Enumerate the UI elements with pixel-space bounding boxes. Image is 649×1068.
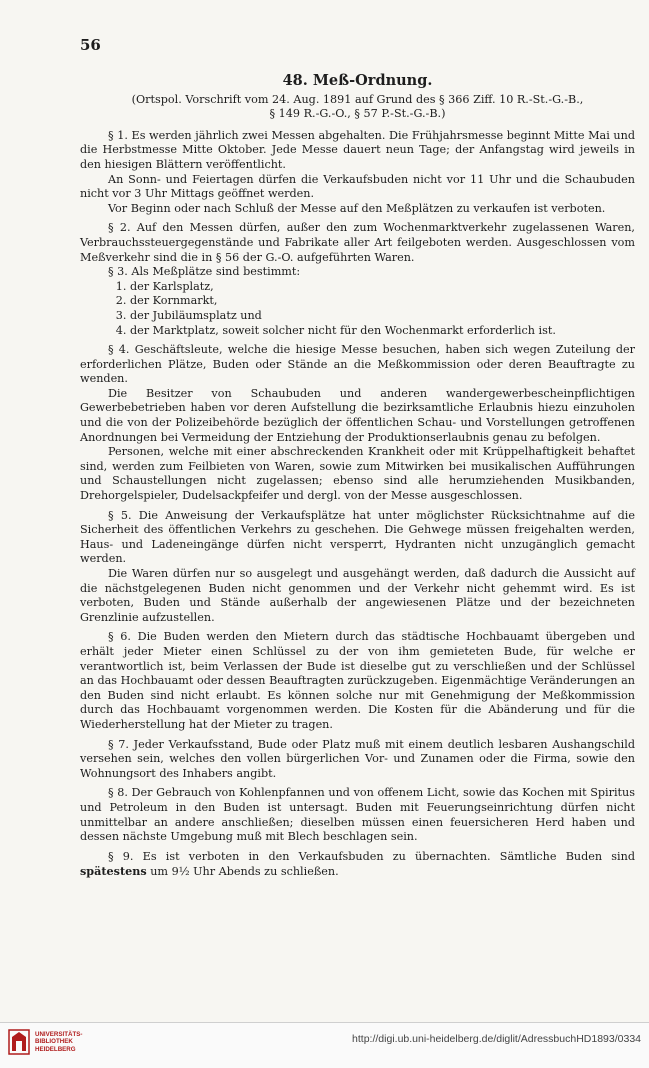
- subtitle-line-2: § 149 R.-G.-O., § 57 P.-St.-G.-B.): [269, 107, 446, 121]
- paragraph-6: § 6. Die Buden werden den Mietern durch das städtische Hochbauamt übergeben und erhält jeder Mieter einen Schlüssel zu der von ihm gemieteten Bude, für welche er verantwortlich ist, beim Verlassen der Bude ist dieselbe gut zu verschließen und der Schlüssel an das Hochbauamt oder dessen Beauftragten zurückzugeben. Eigenmächtige Veränderungen an den Buden sind nicht erlaubt. Es können solche nur mit Genehmigung der Meßkommission durch das Hochbauamt vorgenommen werden. Die Kosten für die Abänderung und für die Wiederherstellung hat der Mieter zu tragen.: [80, 630, 635, 731]
- paragraph-9: [80, 850, 635, 880]
- library-seal-icon: [8, 1029, 30, 1055]
- paragraph-9-text: § 9. Es ist verboten in den Verkaufsbuden zu übernachten. Sämtliche Buden sind: [108, 849, 635, 863]
- paragraph-4: § 4. Geschäftsleute, welche die hiesige Messe besuchen, haben sich wegen Zuteilung der erforderlichen Plätze, Buden oder Stände an die Meßkommission oder deren Beauftragte zu wenden.: [80, 343, 635, 386]
- paragraph-4c: Personen, welche mit einer abschreckenden Krankheit oder mit Krüppelhaftigkeit behaftet sind, werden zum Feilbieten von Waren, sowie zum Mitwirken bei musikalischen Aufführungen und Schaustellungen nicht zugelassen; ebenso sind alle herumziehenden Musikbanden, Drehorgelspieler, Dudelsackpfeifer und dergl. von der Messe ausgeschlossen.: [80, 445, 635, 503]
- paragraph-1: § 1. Es werden jährlich zwei Messen abgehalten. Die Frühjahrsmesse beginnt Mitte Mai und die Herbstmesse Mitte Oktober. Jede Messe dauert neun Tage; der Anfangstag wird jeweils in den hiesigen Blättern veröffentlicht.: [80, 128, 635, 171]
- footer-bar: [0, 1022, 649, 1068]
- paragraph-7: § 7. Jeder Verkaufsstand, Bude oder Platz muß mit einem deutlich lesbaren Aushangschild versehen sein, welches den vollen bürgerlichen Vor- und Zunamen oder die Firma, sowie den Wohnungsort des Inhabers angibt.: [80, 737, 635, 780]
- logo-line-2: BIBLIOTHEK: [35, 1038, 73, 1046]
- page-number: 56: [80, 36, 101, 54]
- list-item: 2. der Kornmarkt,: [130, 294, 635, 309]
- library-logo[interactable]: [8, 1029, 82, 1055]
- paragraph-5: § 5. Die Anweisung der Verkaufsplätze hat unter möglichster Rücksichtnahme auf die Sicherheit des öffentlichen Verkehrs zu geschehen. Die Gehwege müssen freigehalten werden, Haus- und Ladeneingänge dürfen nicht versperrt, Hydranten nicht unzugänglich gemacht werden.: [80, 508, 635, 566]
- list-item: 4. der Marktplatz, soweit solcher nicht für den Wochenmarkt erforderlich ist.: [130, 324, 635, 339]
- paragraph-8: § 8. Der Gebrauch von Kohlenpfannen und von offenem Licht, sowie das Kochen mit Spiritus und Petroleum in den Buden ist untersagt. Buden mit Feuerungseinrichtung dürfen nicht unmittelbar an andere anschließen; dieselben müssen einen feuersicheren Herd haben und dessen nächste Umgebung muß mit Blech beschlagen sein.: [80, 786, 635, 844]
- paragraph-4b: Die Besitzer von Schaubuden und anderen wandergewerbescheinpflichtigen Gewerbebetrieben haben vor deren Aufstellung die bezirksamtliche Erlaubnis hiezu einzuholen und die von der Polizeibehörde bezüglich der öffentlichen Schau- und Vorstellungen getroffenen Anordnungen bei Vermeidung der Entziehung der Produktionserlaubnis genau zu befolgen.: [80, 386, 635, 444]
- paragraph-2: § 2. Auf den Messen dürfen, außer den zum Wochenmarktverkehr zugelassenen Waren, Verbrauchssteuergegenstände und Fabrikate aller Art feilgeboten werden. Ausgeschlossen vom Meßverkehr sind die in § 56 der G.-O. aufgeführten Waren.: [80, 221, 635, 264]
- meßplätze-list: [80, 280, 635, 338]
- document-title: 48. Meß-Ordnung.: [282, 72, 433, 89]
- paragraph-5b: Die Waren dürfen nur so ausgelegt und ausgehängt werden, daß dadurch die Aussicht auf die nächstgelegenen Buden nicht genommen und der Verkehr nicht gehemmt wird. Es ist verboten, Buden und Stände außerhalb der angewiesenen Plätze und der bezeichneten Grenzlinie aufzustellen.: [80, 567, 635, 624]
- paragraph-3: § 3. Als Meßplätze sind bestimmt:: [108, 265, 301, 279]
- paragraph-9-emphasis: spätestens: [80, 864, 147, 879]
- paragraph-1b: An Sonn- und Feiertagen dürfen die Verkaufsbuden nicht vor 11 Uhr und die Schaubuden nicht vor 3 Uhr Mittags geöffnet werden.: [80, 172, 635, 201]
- paragraph-1c: Vor Beginn oder nach Schluß der Messe auf den Meßplätzen zu verkaufen ist verboten.: [108, 201, 606, 215]
- paragraph-9-end: um 9½ Uhr Abends zu schließen.: [146, 865, 339, 879]
- list-item: 3. der Jubiläumsplatz und: [130, 309, 635, 324]
- logo-line-3: HEIDELBERG: [35, 1045, 76, 1053]
- document-subtitle: [80, 93, 635, 122]
- library-name: [35, 1031, 82, 1053]
- source-url-link[interactable]: http://digi.ub.uni-heidelberg.de/diglit/AdressbuchHD1893/0334: [352, 1033, 641, 1045]
- list-item: 1. der Karlsplatz,: [130, 280, 635, 295]
- logo-line-1: UNIVERSITÄTS-: [35, 1030, 83, 1038]
- document-body: [80, 74, 635, 880]
- subtitle-line-1: (Ortspol. Vorschrift vom 24. Aug. 1891 auf Grund des § 366 Ziff. 10 R.-St.-G.-B.,: [131, 92, 584, 106]
